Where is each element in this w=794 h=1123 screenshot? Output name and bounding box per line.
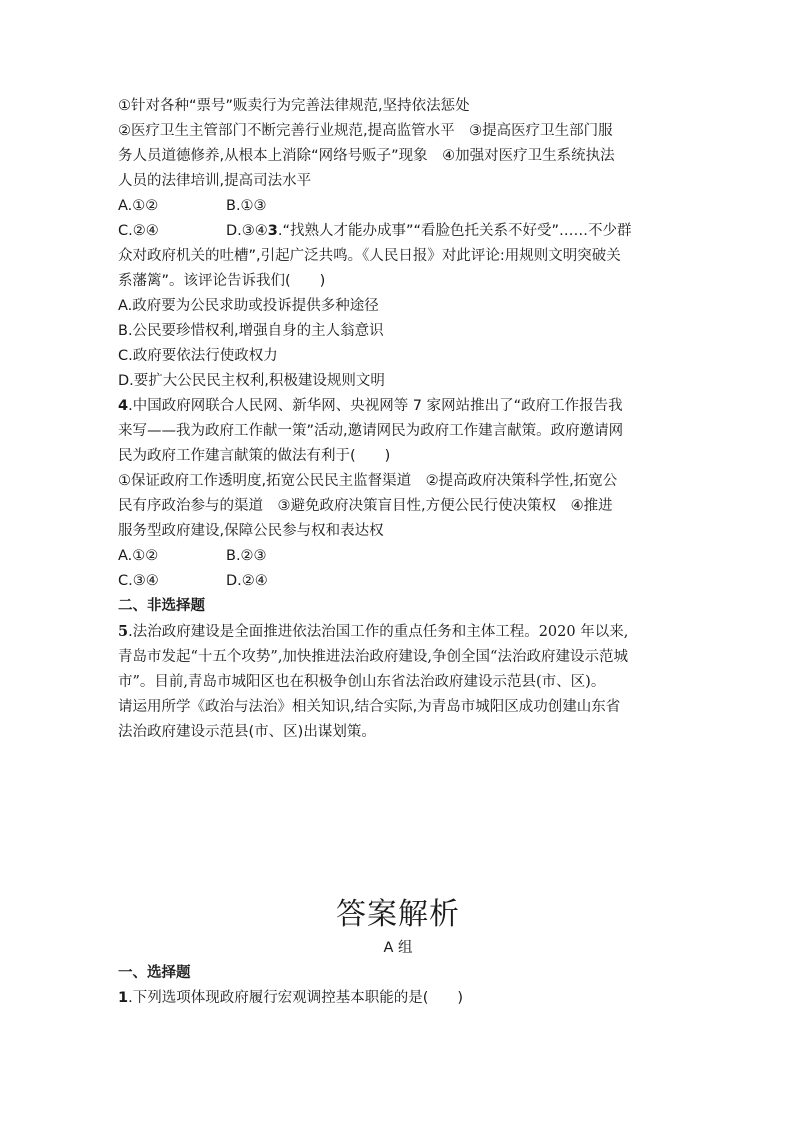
q2-option-2-3: ②医疗卫生主管部门不断完善行业规范,提高监管水平 ③提高医疗卫生部门服 <box>118 123 613 139</box>
q2-choices-row-1 <box>118 194 678 219</box>
q2-choice-d: D.③④ <box>226 223 268 239</box>
q5-stem-line-3: 市”。目前,青岛市城阳区也在积极争创山东省法治政府建设示范县(市、区)。 <box>118 674 606 690</box>
answers-q1 <box>118 986 678 1011</box>
answers-section-choice: 一、选择题 <box>118 965 191 981</box>
q5-task-line-1: 请运用所学《政治与法治》相关知识,结合实际,为青岛市城阳区成功创建山东省 <box>118 699 621 715</box>
q4-stem-line-1 <box>118 394 678 419</box>
q4-stem-line-2: 来写——我为政府工作献一策”活动,邀请网民为政府工作建言献策。政府邀请网 <box>118 423 624 439</box>
q3-number: 3 <box>267 223 278 239</box>
q2-option-1: ①针对各种“票号”贩卖行为完善法律规范,坚持依法惩处 <box>118 98 470 114</box>
q3-stem-line-3: 系藩篱”。该评论告诉我们( ) <box>118 273 326 289</box>
answers-q1-number: 1 <box>118 990 129 1006</box>
q3-stem-line-1: .“找熟人才能办成事”“看脸色托关系不好受”……不少群 <box>277 223 632 239</box>
q2-option-3-4: 务人员道德修养,从根本上消除“网络号贩子”现象 ④加强对医疗卫生系统执法 <box>118 148 615 164</box>
q3-choice-c: C.政府要依法行使政权力 <box>118 348 278 364</box>
q4-choice-c: C.③④ <box>118 573 159 589</box>
q4-choice-b: B.②③ <box>226 548 267 564</box>
q4-option-line-3: 服务型政府建设,保障公民参与权和表达权 <box>118 523 384 539</box>
q2-option-4-cont: 人员的法律培训,提高司法水平 <box>118 173 312 189</box>
q5-number: 5 <box>118 623 129 640</box>
q5-stem-text-1: .法治政府建设是全面推进依法治国工作的重点任务和主体工程。2020 年以来, <box>128 624 629 640</box>
q4-choices-row-1 <box>118 544 678 569</box>
answers-q1-text: .下列选项体现政府履行宏观调控基本职能的是( ) <box>128 990 464 1006</box>
q3-choice-a: A.政府要为公民求助或投诉提供多种途径 <box>118 298 379 314</box>
q2-choice-a: A.①② <box>118 198 159 214</box>
q4-option-line-1: ①保证政府工作透明度,拓宽公民民主监督渠道 ②提高政府决策科学性,拓宽公 <box>118 473 618 489</box>
q3-choice-b: B.公民要珍惜权利,增强自身的主人翁意识 <box>118 323 384 339</box>
q4-choice-a: A.①② <box>118 548 159 564</box>
q2-choices-row-2-and-q3 <box>118 219 678 244</box>
q5-stem-line-1 <box>118 619 678 645</box>
q3-choice-d: D.要扩大公民民主权利,积极建设规则文明 <box>118 373 385 389</box>
q4-choice-d: D.②④ <box>226 573 268 589</box>
answers-group: A 组 <box>383 940 413 956</box>
answer-space <box>118 745 678 895</box>
document-body <box>118 94 678 1011</box>
q5-stem-line-2: 青岛市发起“十五个攻势”,加快推进法治政府建设,争创全国“法治政府建设示范城 <box>118 649 628 665</box>
q4-option-line-2: 民有序政治参与的渠道 ③避免政府决策盲目性,方便公民行使决策权 ④推进 <box>118 498 613 514</box>
q2-choice-c: C.②④ <box>118 223 159 239</box>
q2-choice-b: B.①③ <box>226 198 267 214</box>
q4-choices-row-2 <box>118 569 678 594</box>
q4-stem-line-3: 民为政府工作建言献策的做法有利于( ) <box>118 448 391 464</box>
q3-stem-line-2: 众对政府机关的吐槽”,引起广泛共鸣。《人民日报》对此评论:用规则文明突破关 <box>118 248 621 264</box>
answers-title: 答案解析 <box>336 897 460 932</box>
q4-stem-text-1: .中国政府网联合人民网、新华网、央视网等 7 家网站推出了“政府工作报告我 <box>128 398 623 414</box>
q4-number: 4 <box>118 398 129 414</box>
section-heading-nonchoice: 二、非选择题 <box>118 598 205 614</box>
q5-task-line-2: 法治政府建设示范县(市、区)出谋划策。 <box>118 724 376 740</box>
